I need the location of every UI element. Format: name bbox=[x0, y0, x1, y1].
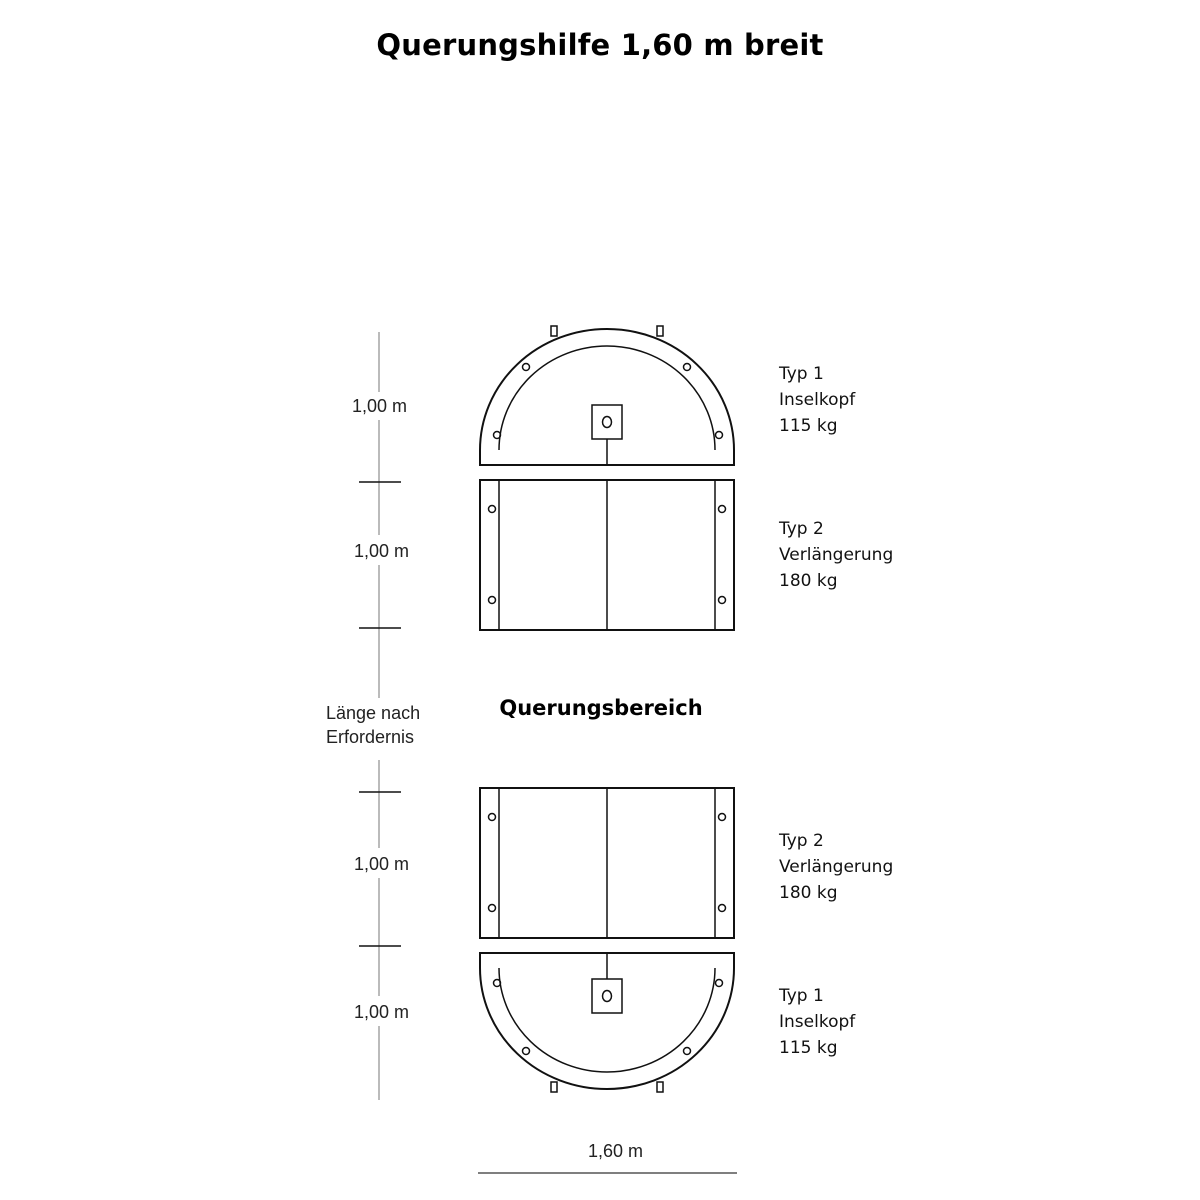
height-label-segment-4: 1,00 m bbox=[354, 1002, 410, 1022]
segment-name: Inselkopf bbox=[779, 1012, 856, 1032]
height-label-segment-3: 1,00 m bbox=[354, 854, 410, 874]
segment-type: Typ 1 bbox=[779, 364, 824, 384]
segment-type: Typ 1 bbox=[779, 986, 824, 1006]
segment-label-3 bbox=[779, 828, 893, 906]
length-note bbox=[326, 701, 420, 749]
segment-weight: 180 kg bbox=[779, 883, 838, 903]
height-label-segment-1: 1,00 m bbox=[352, 396, 408, 416]
segment-weight: 115 kg bbox=[779, 416, 838, 436]
crossing-zone-label: Querungsbereich bbox=[499, 696, 703, 720]
segment-verlaengerung-lower bbox=[480, 788, 734, 938]
segment-inselkopf-bottom bbox=[480, 953, 734, 1092]
segment-name: Inselkopf bbox=[779, 390, 856, 410]
segment-label-2 bbox=[779, 516, 893, 594]
segment-type: Typ 2 bbox=[779, 519, 824, 539]
segment-name: Verlängerung bbox=[779, 545, 894, 565]
width-label: 1,60 m bbox=[588, 1141, 644, 1161]
segment-weight: 180 kg bbox=[779, 571, 838, 591]
length-note-line-1: Länge nach bbox=[326, 703, 421, 723]
length-note-line-2: Erfordernis bbox=[326, 727, 415, 747]
segment-weight: 115 kg bbox=[779, 1038, 838, 1058]
height-label-segment-2: 1,00 m bbox=[354, 541, 410, 561]
segment-name: Verlängerung bbox=[779, 857, 894, 877]
segment-type: Typ 2 bbox=[779, 831, 824, 851]
segment-label-1 bbox=[779, 361, 855, 439]
segment-label-4 bbox=[779, 983, 855, 1061]
diagram-title: Querungshilfe 1,60 m breit bbox=[376, 28, 824, 62]
segment-inselkopf-top bbox=[480, 326, 734, 465]
segment-verlaengerung-upper bbox=[480, 480, 734, 630]
